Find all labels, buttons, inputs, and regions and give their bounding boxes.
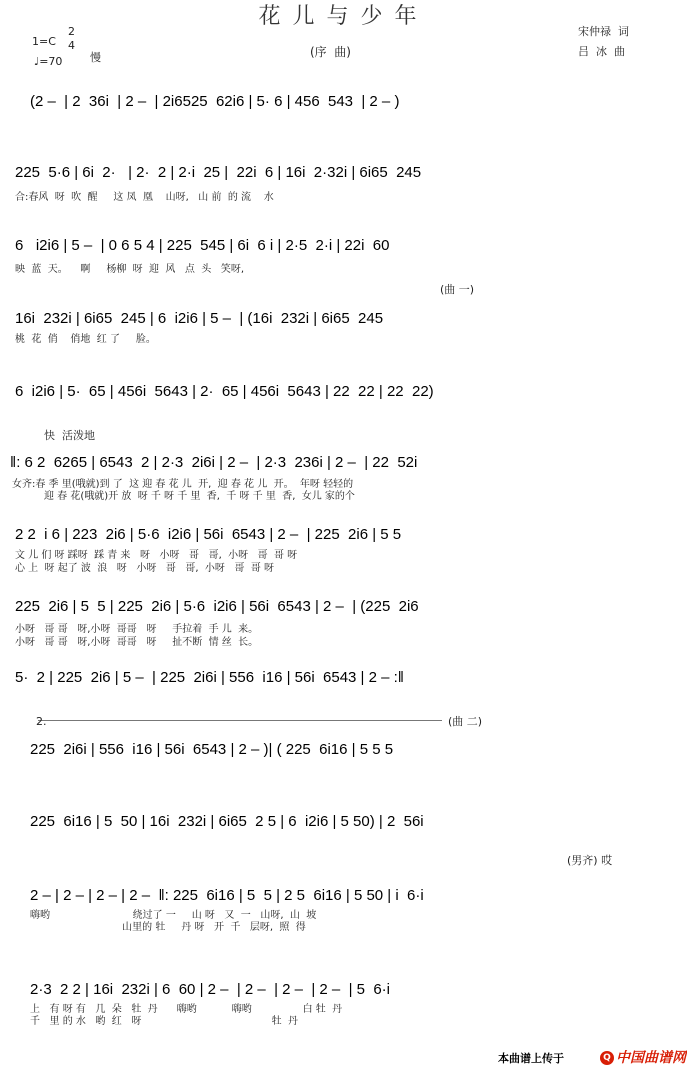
score-row-3-notes: 6 i2i6 | 5 – | 0 6 5 4 | 225 545 | 6i 6 i | 2·5 2·i | 22i 60 xyxy=(15,237,390,254)
score-row-8-lyric-1: 小呀 哥 哥 呀,小呀 哥哥 呀 手拉着 手 儿 来。 xyxy=(15,624,259,635)
score-row-7-notes: 2 2 i 6 | 223 2i6 | 5·6 i2i6 | 56i 6543 | 2 – | 225 2i6 | 5 5 xyxy=(15,526,402,543)
tempo-word: 慢 xyxy=(90,51,101,64)
male-chorus-label: (男齐) 哎 xyxy=(567,854,613,867)
composer: 吕 冰 曲 xyxy=(578,45,625,58)
score-row-13-lyric-2: 千 里 的 水 哟 红 呀 牡 丹 xyxy=(30,1016,299,1027)
score-row-2-notes: 225 5·6 | 6i 2· | 2· 2 | 2·i 25 | 22i 6 | 16i 2·32i | 6i65 245 xyxy=(15,164,422,181)
score-row-9-notes: 5· 2 | 225 2i6 | 5 – | 225 2i6i | 556 i16 | 56i 6543 | 2 – :‖ xyxy=(15,669,404,686)
volta-2-number: 2. xyxy=(36,715,47,728)
score-row-7-lyric-1: 文 儿 们 呀 踩呀 踩 青 来 呀 小呀 哥 哥, 小呀 哥 哥 呀 xyxy=(15,550,298,561)
interlude-2-label: (曲 二) xyxy=(448,715,483,728)
score-row-6-lyric-1: 女齐:春 季 里(哦就)到 了 这 迎 春 花 儿 开, 迎 春 花 儿 开。 年呀 轻轻的 xyxy=(12,479,354,490)
score-row-3-lyric: 映 蓝 天。 啊 杨柳 呀 迎 风 点 头 笑呀, xyxy=(15,264,245,275)
score-row-12-lyric-1: 嗨哟 绕过了 一 山 呀 又 一 山呀, 山 坡 xyxy=(30,910,317,921)
score-row-4-notes: 16i 232i | 6i65 245 | 6 i2i6 | 5 – | (16i 232i | 6i65 245 xyxy=(15,310,384,327)
prelude-section-label: (序 曲) xyxy=(310,45,351,59)
score-row-13-notes: 2·3 2 2 | 16i 232i | 6 60 | 2 – | 2 – | 2 – | 2 – | 5 6·i xyxy=(30,981,390,998)
score-row-7-lyric-2: 心 上 呀 起了 波 浪 呀 小呀 哥 哥, 小呀 哥 哥 呀 xyxy=(15,563,275,574)
score-row-10-notes: 225 2i6i | 556 i16 | 56i 6543 | 2 – )| ( 225 6i16 | 5 5 5 xyxy=(30,741,394,758)
score-row-8-notes: 225 2i6 | 5 5 | 225 2i6 | 5·6 i2i6 | 56i 6543 | 2 – | (225 2i6 xyxy=(15,598,419,615)
site-name-link[interactable]: 中国曲谱网 xyxy=(616,1050,686,1066)
time-signature-bottom: 4 xyxy=(68,39,75,52)
tempo-change-label: 快 活泼地 xyxy=(44,429,95,442)
footer-upload-text: 本曲谱上传于 xyxy=(498,1052,564,1065)
tempo-mark: ♩=70 xyxy=(34,55,63,68)
score-row-6-notes: ‖: 6 2 6265 | 6543 2 | 2·3 2i6i | 2 – | 2·3 236i | 2 – | 22 52i xyxy=(10,454,418,471)
score-row-6-lyric-2: 迎 春 花(哦就)开 放 呀 千 呀 千 里 香, 千 呀 千 里 香, 女儿 家的个 xyxy=(44,491,355,502)
score-row-1-notes: (2 – | 2 36i | 2 – | 2i6525 62i6 | 5· 6 | 456 543 | 2 – ) xyxy=(30,93,400,110)
site-logo-icon: Q xyxy=(600,1051,614,1065)
score-row-5-notes: 6 i2i6 | 5· 65 | 456i 5643 | 2· 65 | 456i 5643 | 22 22 | 22 22) xyxy=(15,383,434,400)
key-signature: 1=C xyxy=(32,35,56,48)
score-row-2-lyric: 合:春风 呀 吹 醒 这 凤 凰 山呀, 山 前 的 流 水 xyxy=(15,192,274,203)
interlude-1-label: (曲 一) xyxy=(440,283,475,296)
score-row-4-lyric: 桃 花 俏 俏地 红 了 脸。 xyxy=(15,334,156,345)
score-row-12-notes: 2 – | 2 – | 2 – | 2 – ‖: 225 6i16 | 5 5 | 2 5 6i16 | 5 50 | i 6·i xyxy=(30,887,424,904)
score-row-11-notes: 225 6i16 | 5 50 | 16i 232i | 6i65 2 5 | 6 i2i6 | 5 50) | 2 56i xyxy=(30,813,424,830)
volta-2-bracket xyxy=(38,720,442,721)
page-title: 花儿与少年 xyxy=(258,4,429,29)
lyricist: 宋仲禄 词 xyxy=(578,25,629,38)
score-row-8-lyric-2: 小呀 哥 哥 呀,小呀 哥哥 呀 扯不断 情 丝 长。 xyxy=(15,637,259,648)
score-row-13-lyric-1: 上 有 呀 有 几 朵 牡 丹 嗨哟 嗨哟 白 牡 丹 xyxy=(30,1004,343,1015)
time-signature-top: 2 xyxy=(68,25,75,38)
score-row-12-lyric-2: 山里的 牡 丹 呀 开 千 层呀, 照 得 xyxy=(30,922,306,933)
